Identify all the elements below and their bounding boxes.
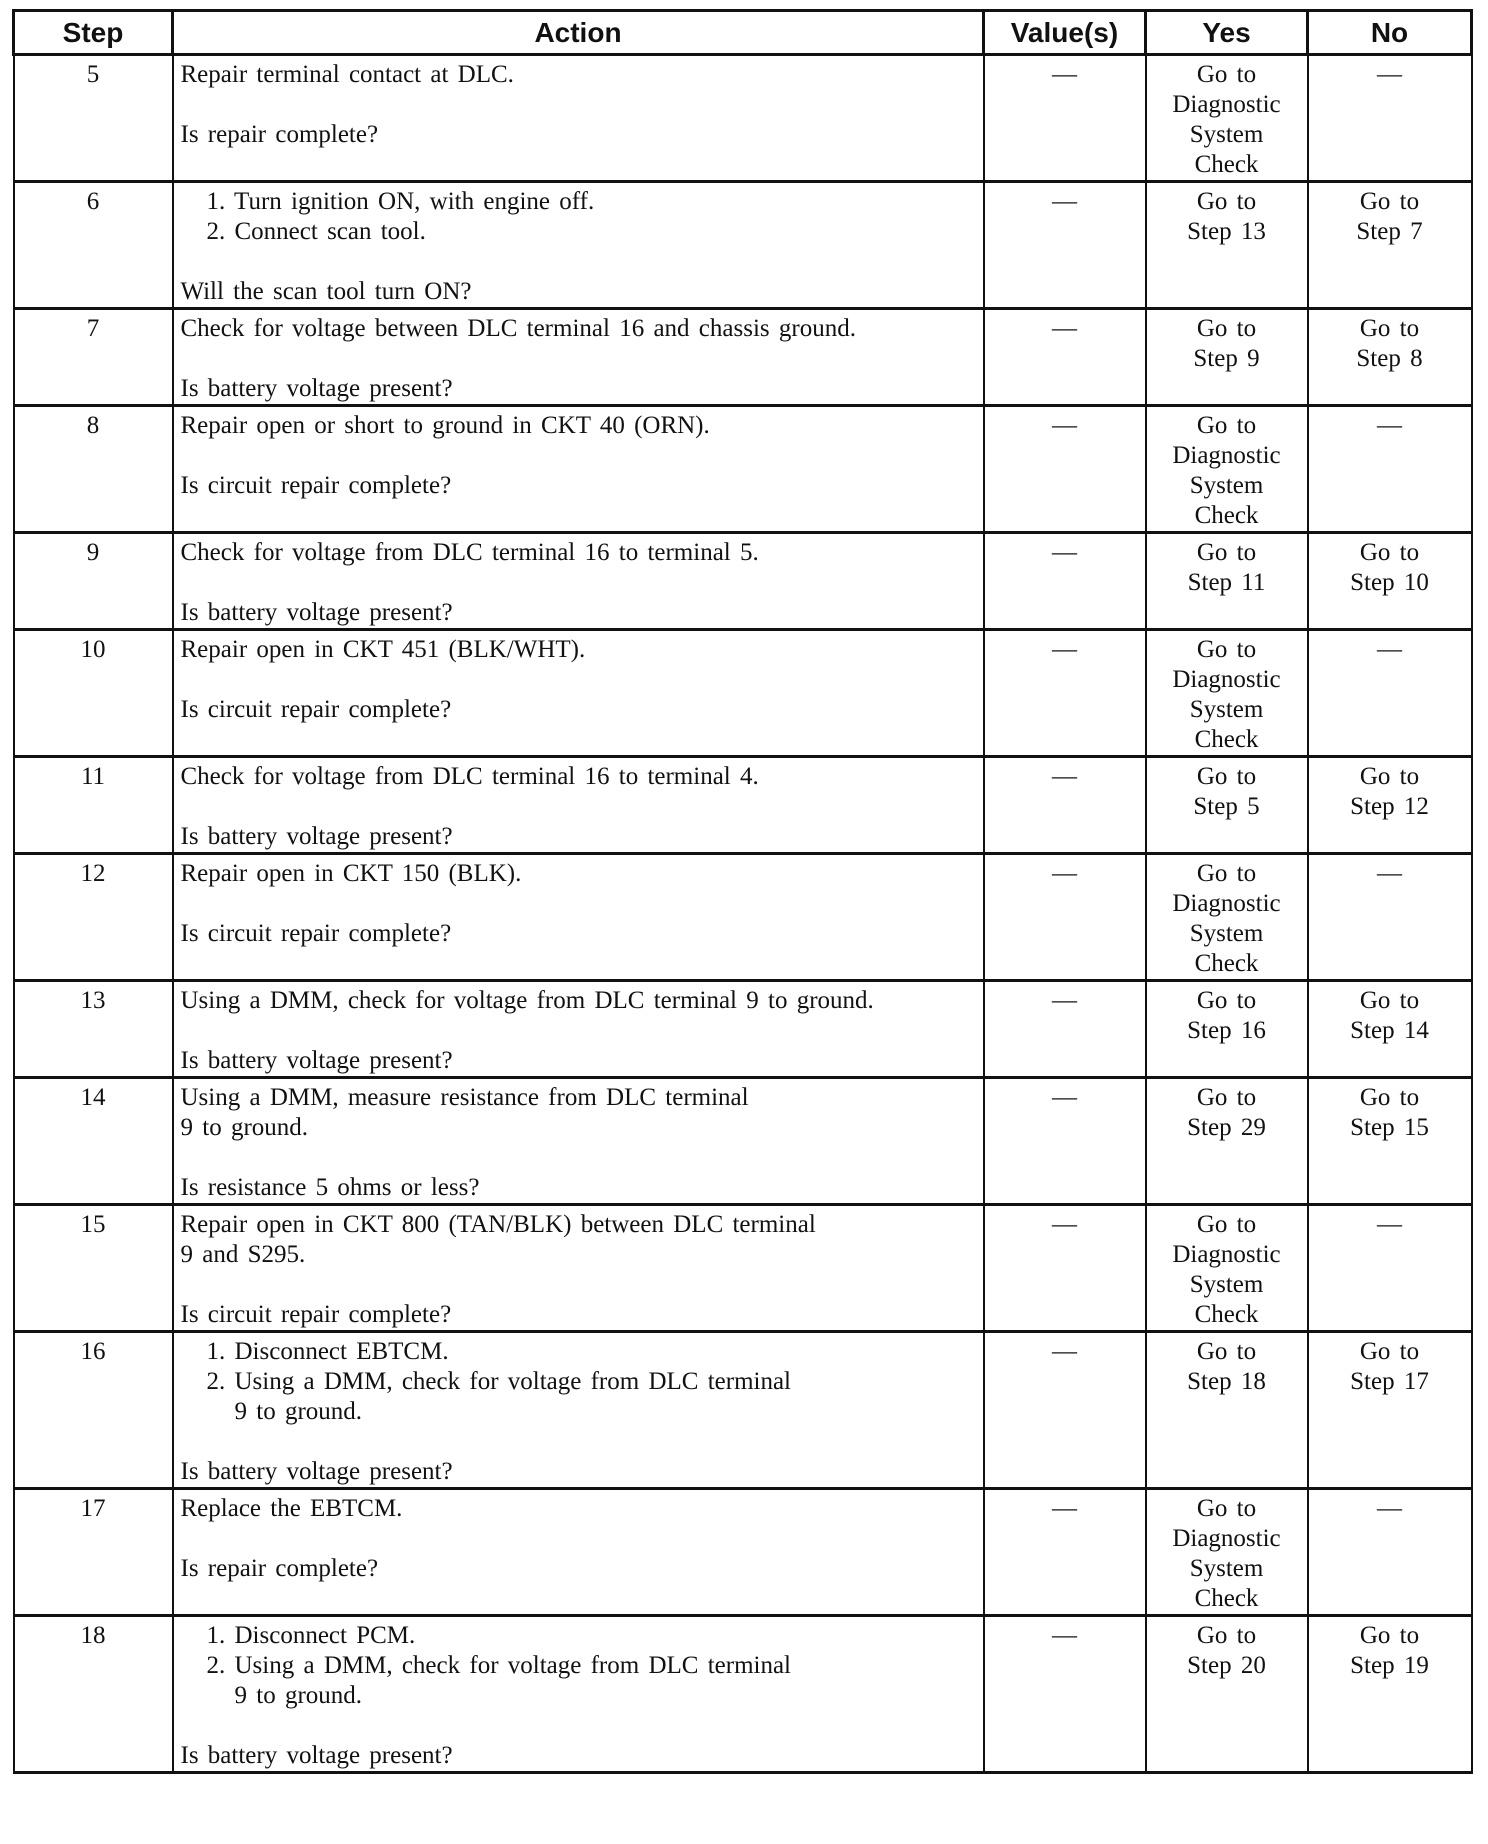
step-number: 16 [14, 1332, 173, 1489]
no-line: — [1377, 636, 1402, 663]
yes-line: Diagnostic [1172, 442, 1281, 469]
header-yes: Yes [1146, 11, 1308, 55]
table-row [14, 757, 1472, 854]
yes-line: Diagnostic [1172, 890, 1281, 917]
table-row [14, 981, 1472, 1078]
action-cell [173, 757, 984, 854]
value-cell: — [984, 1332, 1146, 1489]
yes-cell [1146, 854, 1308, 981]
action-line: Repair terminal contact at DLC. [180, 61, 514, 88]
action-line: 1. Disconnect PCM. [206, 1622, 416, 1649]
yes-line: Check [1194, 502, 1259, 529]
no-line: Go to [1359, 1622, 1420, 1649]
header-no: No [1308, 11, 1472, 55]
step-number: 5 [14, 55, 173, 182]
yes-line: Step 29 [1187, 1114, 1266, 1141]
action-line: 9 to ground. [234, 1682, 363, 1709]
action-line: 9 to ground. [234, 1398, 363, 1425]
action-spacer [181, 344, 976, 374]
action-line: Is circuit repair complete? [180, 696, 452, 723]
yes-cell [1146, 1489, 1308, 1616]
action-line: Check for voltage from DLC terminal 16 to terminal 4. [180, 763, 759, 790]
yes-line: Go to [1196, 987, 1257, 1014]
yes-line: Step 16 [1187, 1017, 1266, 1044]
value-cell: — [984, 1489, 1146, 1616]
step-number: 7 [14, 309, 173, 406]
yes-line: Check [1194, 151, 1259, 178]
action-cell [173, 854, 984, 981]
action-line: Is circuit repair complete? [180, 472, 452, 499]
table-row [14, 406, 1472, 533]
no-line: Go to [1359, 188, 1420, 215]
step-number: 17 [14, 1489, 173, 1616]
action-cell [173, 1489, 984, 1616]
no-cell [1308, 757, 1472, 854]
no-line: Go to [1359, 1084, 1420, 1111]
table-header-row [14, 11, 1472, 55]
yes-line: Go to [1196, 188, 1257, 215]
diagnostic-table [12, 9, 1473, 1774]
step-number: 8 [14, 406, 173, 533]
action-line: Is battery voltage present? [180, 1047, 453, 1074]
table-row [14, 309, 1472, 406]
step-number: 15 [14, 1205, 173, 1332]
no-line: Step 17 [1350, 1368, 1429, 1395]
action-spacer [181, 1524, 976, 1554]
step-number: 10 [14, 630, 173, 757]
yes-line: Step 18 [1187, 1368, 1266, 1395]
yes-line: System [1189, 1271, 1264, 1298]
yes-cell [1146, 1616, 1308, 1773]
step-number: 13 [14, 981, 173, 1078]
action-line: Repair open in CKT 150 (BLK). [180, 860, 522, 887]
action-line: 1. Turn ignition ON, with engine off. [206, 188, 595, 215]
header-step: Step [14, 11, 173, 55]
action-cell [173, 533, 984, 630]
yes-line: System [1189, 472, 1264, 499]
no-cell [1308, 406, 1472, 533]
yes-line: Go to [1196, 763, 1257, 790]
no-line: — [1377, 61, 1402, 88]
action-spacer [181, 1016, 976, 1046]
no-cell [1308, 533, 1472, 630]
yes-line: Go to [1196, 1495, 1257, 1522]
action-spacer [181, 247, 976, 277]
action-cell [173, 1332, 984, 1489]
action-line: Using a DMM, check for voltage from DLC terminal 9 to ground. [180, 987, 874, 1014]
yes-line: Go to [1196, 636, 1257, 663]
action-line: 1. Disconnect EBTCM. [206, 1338, 449, 1365]
yes-line: System [1189, 696, 1264, 723]
table-row [14, 55, 1472, 182]
no-line: — [1377, 1211, 1402, 1238]
yes-line: Step 20 [1187, 1652, 1266, 1679]
yes-line: System [1189, 1555, 1264, 1582]
action-line: Check for voltage from DLC terminal 16 to terminal 5. [180, 539, 759, 566]
yes-line: Step 5 [1193, 793, 1260, 820]
action-line: Is repair complete? [180, 121, 379, 148]
no-line: Go to [1359, 763, 1420, 790]
no-cell [1308, 55, 1472, 182]
yes-cell [1146, 1078, 1308, 1205]
action-line: Is battery voltage present? [180, 1742, 453, 1769]
no-cell [1308, 309, 1472, 406]
table-row [14, 1205, 1472, 1332]
no-line: Step 19 [1350, 1652, 1429, 1679]
step-number: 6 [14, 182, 173, 309]
no-line: — [1377, 860, 1402, 887]
yes-cell [1146, 981, 1308, 1078]
yes-cell [1146, 757, 1308, 854]
yes-line: Check [1194, 1301, 1259, 1328]
yes-line: Go to [1196, 860, 1257, 887]
value-cell: — [984, 406, 1146, 533]
action-spacer [181, 665, 976, 695]
yes-cell [1146, 1332, 1308, 1489]
value-cell: — [984, 757, 1146, 854]
yes-line: Check [1194, 726, 1259, 753]
no-cell [1308, 1078, 1472, 1205]
yes-line: Step 11 [1187, 569, 1266, 596]
action-spacer [181, 568, 976, 598]
action-cell [173, 309, 984, 406]
yes-line: Go to [1196, 61, 1257, 88]
yes-line: System [1189, 121, 1264, 148]
table-row [14, 182, 1472, 309]
yes-cell [1146, 182, 1308, 309]
yes-line: Go to [1196, 412, 1257, 439]
table-row [14, 1489, 1472, 1616]
action-line: 2. Using a DMM, check for voltage from DLC terminal [206, 1652, 792, 1679]
no-line: — [1377, 412, 1402, 439]
action-line: 2. Using a DMM, check for voltage from DLC terminal [206, 1368, 792, 1395]
yes-line: Go to [1196, 1084, 1257, 1111]
yes-line: Go to [1196, 1211, 1257, 1238]
no-line: Go to [1359, 315, 1420, 342]
yes-cell [1146, 1205, 1308, 1332]
value-cell: — [984, 1205, 1146, 1332]
action-cell [173, 630, 984, 757]
yes-cell [1146, 533, 1308, 630]
table-body [14, 55, 1472, 1773]
action-line: Using a DMM, measure resistance from DLC terminal [180, 1084, 749, 1111]
no-line: Go to [1359, 1338, 1420, 1365]
yes-line: Go to [1196, 315, 1257, 342]
action-line: Check for voltage between DLC terminal 16 and chassis ground. [180, 315, 856, 342]
action-cell [173, 1205, 984, 1332]
no-line: Step 15 [1350, 1114, 1429, 1141]
action-cell [173, 55, 984, 182]
value-cell: — [984, 1078, 1146, 1205]
no-cell [1308, 981, 1472, 1078]
yes-line: Step 9 [1193, 345, 1260, 372]
action-spacer [181, 1143, 976, 1173]
yes-line: System [1189, 920, 1264, 947]
action-line: Repair open in CKT 800 (TAN/BLK) between DLC terminal [180, 1211, 816, 1238]
step-number: 11 [14, 757, 173, 854]
no-line: Step 8 [1356, 345, 1423, 372]
action-spacer [181, 1270, 976, 1300]
header-action: Action [173, 11, 984, 55]
action-spacer [181, 1711, 976, 1741]
value-cell: — [984, 630, 1146, 757]
no-line: Step 10 [1350, 569, 1429, 596]
action-spacer [181, 1427, 976, 1457]
action-line: Is repair complete? [180, 1555, 379, 1582]
no-cell [1308, 1205, 1472, 1332]
step-number: 14 [14, 1078, 173, 1205]
yes-cell [1146, 406, 1308, 533]
action-line: 9 to ground. [180, 1114, 309, 1141]
value-cell: — [984, 1616, 1146, 1773]
action-line: Is battery voltage present? [180, 823, 453, 850]
action-cell [173, 1078, 984, 1205]
value-cell: — [984, 182, 1146, 309]
action-cell [173, 1616, 984, 1773]
action-spacer [181, 792, 976, 822]
step-number: 9 [14, 533, 173, 630]
no-line: Go to [1359, 987, 1420, 1014]
yes-line: Go to [1196, 1338, 1257, 1365]
table-row [14, 1332, 1472, 1489]
yes-line: Check [1194, 1585, 1259, 1612]
action-cell [173, 406, 984, 533]
action-line: Is battery voltage present? [180, 1458, 453, 1485]
table-row [14, 1078, 1472, 1205]
no-cell [1308, 1616, 1472, 1773]
action-line: Repair open or short to ground in CKT 40 (ORN). [180, 412, 710, 439]
action-spacer [181, 889, 976, 919]
action-line: Is battery voltage present? [180, 599, 453, 626]
action-line: 9 and S295. [180, 1241, 306, 1268]
value-cell: — [984, 533, 1146, 630]
yes-cell [1146, 630, 1308, 757]
no-line: Step 12 [1350, 793, 1429, 820]
table-row [14, 533, 1472, 630]
value-cell: — [984, 309, 1146, 406]
yes-line: Check [1194, 950, 1259, 977]
action-line: Repair open in CKT 451 (BLK/WHT). [180, 636, 586, 663]
no-cell [1308, 854, 1472, 981]
header-values: Value(s) [984, 11, 1146, 55]
action-line: Will the scan tool turn ON? [180, 278, 472, 305]
table-row [14, 630, 1472, 757]
yes-cell [1146, 55, 1308, 182]
yes-line: Step 13 [1187, 218, 1266, 245]
action-spacer [181, 90, 976, 120]
step-number: 18 [14, 1616, 173, 1773]
value-cell: — [984, 981, 1146, 1078]
action-line: Replace the EBTCM. [180, 1495, 403, 1522]
action-line: Is resistance 5 ohms or less? [180, 1174, 480, 1201]
no-cell [1308, 1489, 1472, 1616]
yes-line: Diagnostic [1172, 666, 1281, 693]
yes-line: Go to [1196, 539, 1257, 566]
value-cell: — [984, 55, 1146, 182]
action-cell [173, 981, 984, 1078]
yes-line: Diagnostic [1172, 91, 1281, 118]
value-cell: — [984, 854, 1146, 981]
action-line: Is battery voltage present? [180, 375, 453, 402]
yes-line: Diagnostic [1172, 1241, 1281, 1268]
no-cell [1308, 630, 1472, 757]
no-line: Step 7 [1356, 218, 1423, 245]
action-cell [173, 182, 984, 309]
step-number: 12 [14, 854, 173, 981]
action-line: 2. Connect scan tool. [206, 218, 426, 245]
yes-cell [1146, 309, 1308, 406]
yes-line: Diagnostic [1172, 1525, 1281, 1552]
no-cell [1308, 1332, 1472, 1489]
action-line: Is circuit repair complete? [180, 1301, 452, 1328]
action-spacer [181, 441, 976, 471]
yes-line: Go to [1196, 1622, 1257, 1649]
table-row [14, 854, 1472, 981]
no-line: Step 14 [1350, 1017, 1429, 1044]
table-row [14, 1616, 1472, 1773]
action-line: Is circuit repair complete? [180, 920, 452, 947]
no-line: — [1377, 1495, 1402, 1522]
no-line: Go to [1359, 539, 1420, 566]
no-cell [1308, 182, 1472, 309]
